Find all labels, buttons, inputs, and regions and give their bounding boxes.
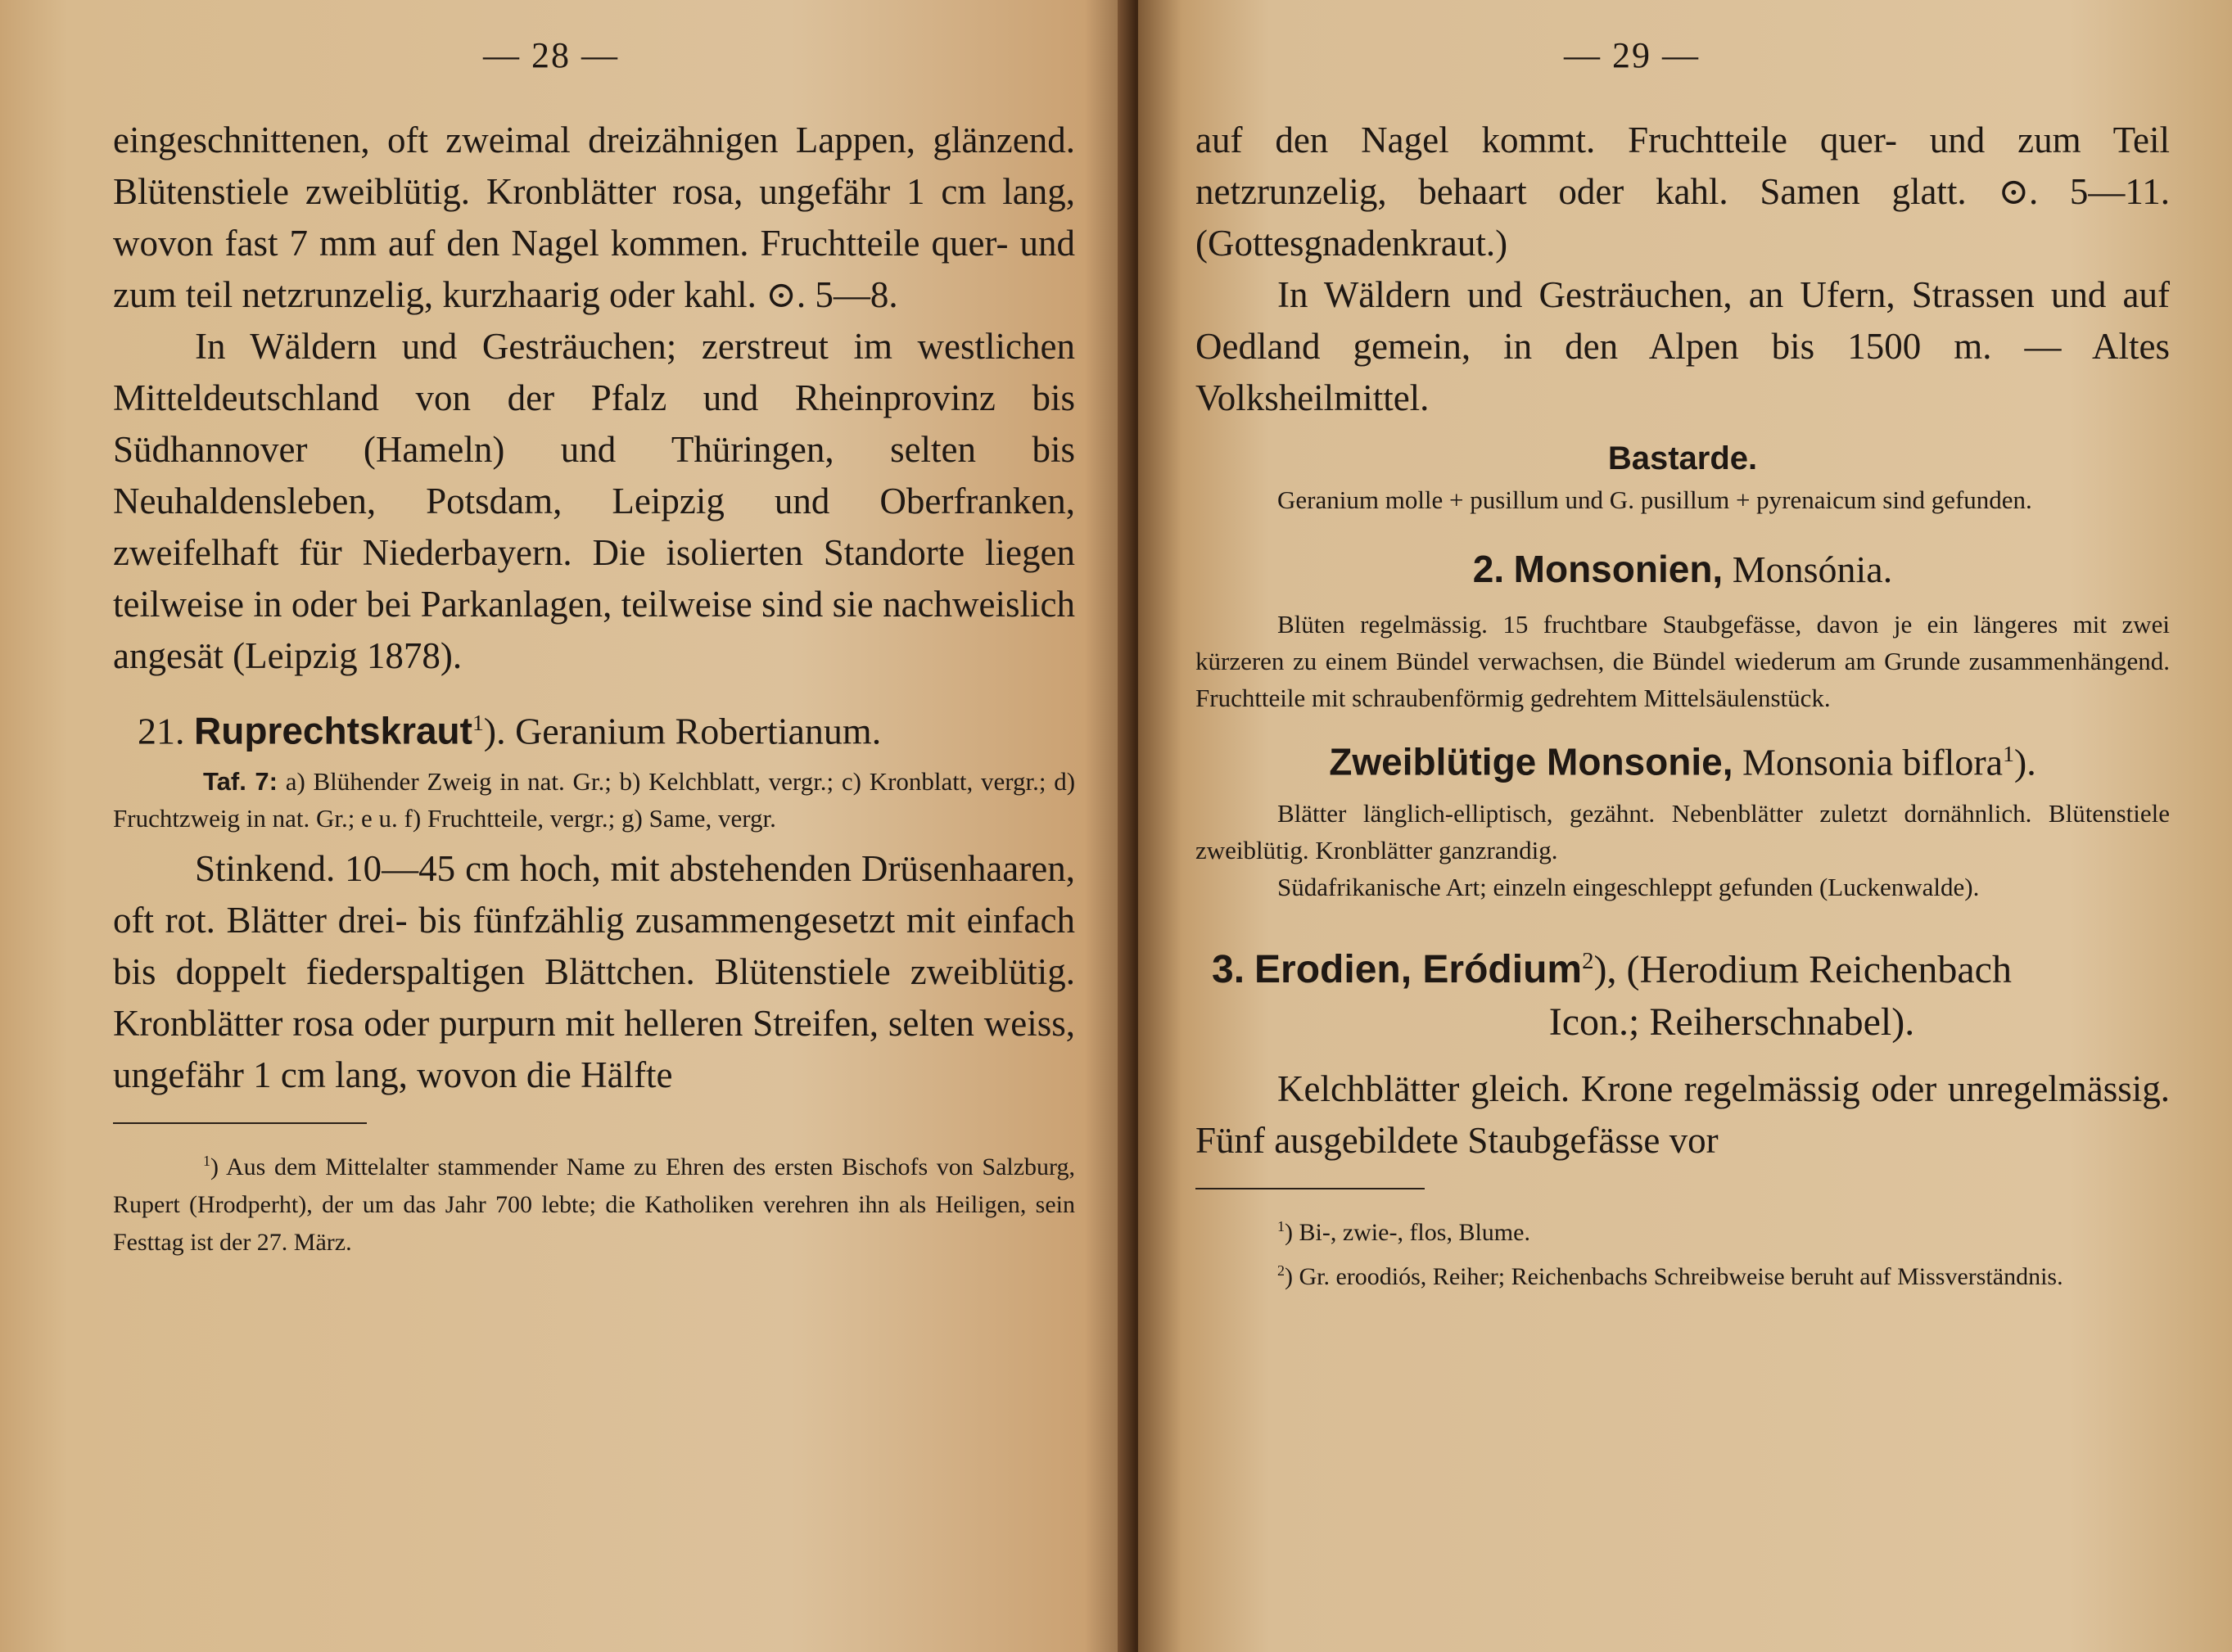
footnote (1195, 1252, 2170, 1296)
plate-text: a) Blühender Zweig in nat. Gr.; b) Kelchblatt, vergr.; c) Kronblatt, vergr.; d) Fruchtzweig in nat. Gr.; e u. f) Fruchtteile, vergr.; g) Same, vergr. (113, 767, 1076, 833)
footnote-divider (113, 1122, 367, 1124)
genus-heading (1195, 935, 2170, 996)
species-description: Blätter länglich-elliptisch, gezähnt. Nebenblätter zuletzt dornähnlich. Blütenstiele zweiblütig. Kronblätter ganzrandig. (1195, 799, 2170, 865)
species-latin: Monsonia biflora (1742, 741, 2004, 783)
paragraph: eingeschnittenen, oft zweimal dreizähnigen Lappen, glänzend. Blütenstiele zweiblütig. Kronblätter rosa, ungefähr 1 cm lang, wovon fast 7 mm auf den Nagel kommen. Fruchtteile quer- und zum teil netzrunzelig, kurzhaarig oder kahl. ⊙. 5—8. (113, 120, 1075, 315)
genus-heading (1195, 543, 2170, 596)
genus-name: Erodien, Eródium (1254, 948, 1583, 992)
species-heading-end: ). (2013, 741, 2036, 783)
bastarde-text: Geranium molle + pusillum und G. pusillum + pyrenaicum sind gefunden. (1277, 485, 2032, 514)
paragraph: auf den Nagel kommt. Fruchtteile quer- und zum Teil netzrunzelig, behaart oder kahl. Samen glatt. ⊙. 5—11. (Gottesgnadenkraut.) (1195, 120, 2170, 264)
footnote-mark: 1 (1277, 1218, 1285, 1235)
genus-synonyms: ), (Herodium Reichenbach (1593, 948, 2012, 992)
footnote-divider (1195, 1188, 1425, 1189)
right-column (1195, 115, 2170, 1296)
genus-number: 2. (1472, 548, 1505, 590)
species-number: 21. (138, 710, 185, 752)
genus-latin: Monsónia. (1732, 548, 1893, 590)
species-heading (1195, 728, 2170, 788)
footnote-ref: 1 (472, 710, 484, 735)
footnote-ref: 1 (2003, 741, 2014, 766)
plate-caption (113, 763, 1075, 837)
footnote-mark: 1 (203, 1153, 210, 1170)
bastarde-heading: Bastarde. (1607, 440, 1758, 476)
species-name: Ruprechtskraut (194, 709, 472, 752)
right-page (1138, 0, 2232, 1652)
species-name: Zweiblütige Monsonie, (1329, 740, 1733, 783)
paragraph: Kelchblätter gleich. Krone regelmässig oder unregelmässig. Fünf ausgebildete Staubgefässe vor (1195, 1068, 2170, 1162)
paragraph: In Wäldern und Gesträuchen, an Ufern, Strassen und auf Oedland gemein, in den Alpen bis 1500 m. — Altes Volksheilmittel. (1195, 274, 2170, 418)
plate-label: Taf. 7: (203, 767, 278, 797)
species-heading (113, 697, 1075, 756)
paragraph: In Wäldern und Gesträuchen; zerstreut im westlichen Mitteldeutschland von der Pfalz und Rheinprovinz bis Südhannover (Hameln) und Thüringen, selten bis Neuhaldensleben, Potsdam, Leipzig und Oberfranken, zweifelhaft für Niederbayern. Die isolierten Standorte liegen teilweise in oder bei Parkanlagen, teilweise sind sie nachweislich angesät (Leipzig 1878). (113, 326, 1075, 676)
species-latin: ). Geranium Robertianum. (483, 710, 882, 752)
genus-name: Monsonien, (1513, 548, 1724, 590)
footnote-ref: 2 (1582, 948, 1594, 975)
page-number: — 29 — (1564, 35, 1700, 75)
footnote (1195, 1207, 2170, 1252)
footnote-text: ) Gr. eroodiós, Reiher; Reichenbachs Schreibweise beruht auf Missverständnis. (1285, 1263, 2063, 1291)
species-distribution: Südafrikanische Art; einzeln eingeschleppt gefunden (Luckenwalde). (1277, 873, 1980, 902)
left-column (113, 115, 1075, 1262)
paragraph: Stinkend. 10—45 cm hoch, mit abstehenden Drüsenhaaren, oft rot. Blätter drei- bis fünfzählig zusammengesetzt mit einfach bis doppelt fiederspaltigen Blättchen. Blütenstiele zweiblütig. Kronblätter rosa oder purpurn mit helleren Streifen, selten weiss, ungefähr 1 cm lang, wovon die Hälfte (113, 848, 1075, 1096)
genus-number: 3. (1212, 948, 1245, 992)
genus-synonyms-cont: Icon.; Reiherschnabel). (1548, 1000, 1915, 1045)
footnote-mark: 2 (1277, 1262, 1285, 1280)
footnote-text: ) Aus dem Mittelalter stammender Name zu Ehren des ersten Bischofs von Salzburg, Rupert (Hrodperht), der um das Jahr 700 lebte; die Katholiken verehren ihn als Heiligen, sein Festtag ist der 27. März. (113, 1153, 1075, 1257)
genus-description: Blüten regelmässig. 15 fruchtbare Staubgefässe, davon je ein längeres mit zwei kürzeren zu einem Bündel verwachsen, die Bündel wiederum am Grunde zusammenhängend. Fruchtteile mit schraubenförmig gedrehtem Mittelsäulenstück. (1195, 610, 2170, 712)
page-number: — 28 — (483, 35, 619, 75)
footnote-text: ) Bi-, zwie-, flos, Blume. (1285, 1219, 1530, 1247)
footnote (113, 1142, 1075, 1262)
